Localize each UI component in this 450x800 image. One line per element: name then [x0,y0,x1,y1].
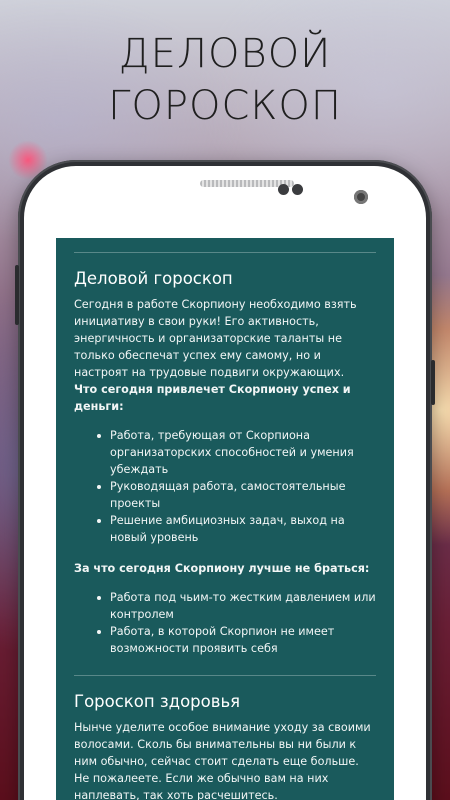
sensor-dot [278,184,289,195]
list-item: Работа под чьим-то жестким давлением или контролем [110,591,376,621]
list-item: Работа, требующая от Скорпиона организаторских способностей и умения убеждать [110,427,376,478]
app-screen[interactable] [56,238,394,800]
list-item: Решение амбициозных задач, выход на новый уровень [110,512,376,546]
success-list [74,427,376,546]
health-horoscope-section [56,692,394,800]
success-heading: Что сегодня привлечет Скорпиону успех и деньги: [74,383,351,413]
hero-title-line2: ГОРОСКОП [108,83,342,129]
hero-title [0,28,450,132]
list-item: Руководящая работа, самостоятельные проекты [110,478,376,512]
business-intro: Сегодня в работе Скорпиону необходимо взять инициативу в свои руки! Его активность, энергичность и организаторские таланты не только обеспечат успех ему самому, но и настроят на трудовые подвиги окружающих. [74,298,357,379]
list-item: Работа, в которой Скорпион не имеет возможности проявить себя [110,623,376,657]
sensor-dot [292,184,303,195]
phone-side-button [15,265,19,325]
phone-side-button [431,360,435,405]
section-title-business: Деловой гороскоп [74,269,233,288]
health-text: Нынче уделите особое внимание уходу за своими волосами. Сколь бы внимательны вы ни были к ним обычно, сейчас стоит сделать еще больше. Не пожалеете. Если же обычно вам на них наплевать, так хоть расчешитесь. [74,721,371,800]
business-horoscope-section [56,269,394,657]
avoid-list [74,589,376,657]
section-title-health: Гороскоп здоровья [74,692,241,711]
avoid-heading: За что сегодня Скорпиону лучше не браться: [74,562,370,575]
hero-title-line1: ДЕЛОВОЙ [118,31,332,77]
front-camera [354,190,368,204]
